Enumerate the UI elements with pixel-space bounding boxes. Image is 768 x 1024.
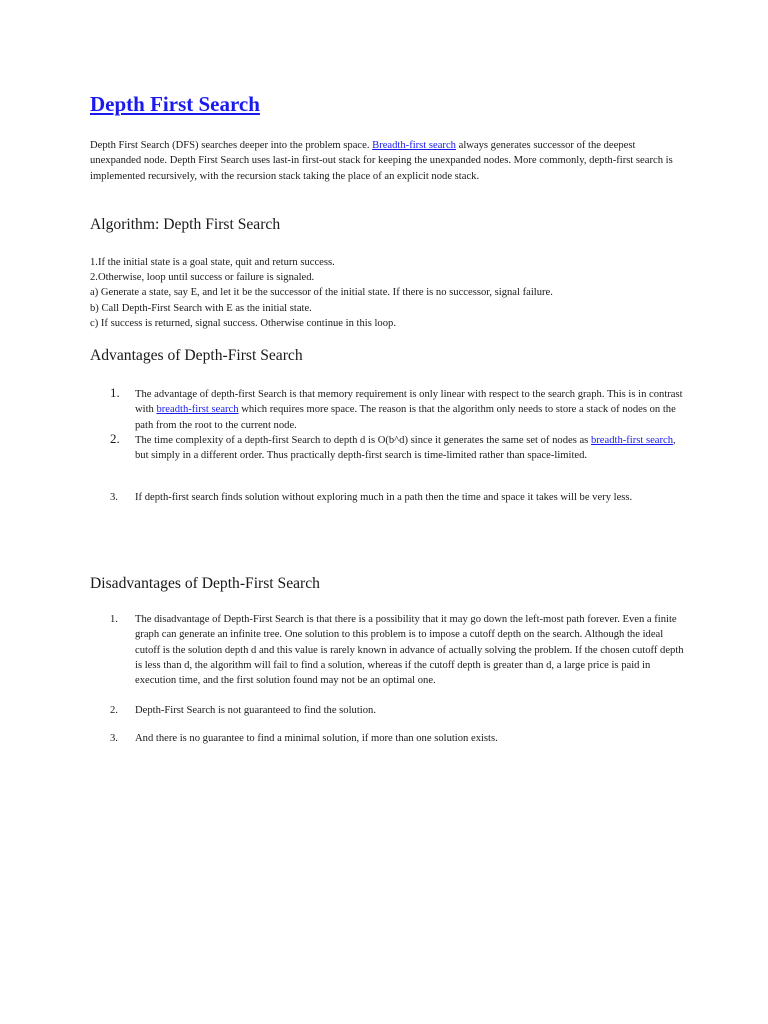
breadth-first-search-link[interactable]: breadth-first search [590,435,674,446]
advantage-item [90,490,686,505]
advantage-text [135,387,685,433]
intro-text-end: always generates successor of the deepest unexpanded node. Depth First Search uses last-in first-out stack for keeping the unexpanded nodes. More commonly, depth-first search is implemented recursively, with the recursion stack taking the place of an explicit node stack. [90,140,673,182]
algorithm-steps [90,255,686,331]
algorithm-step: 2.Otherwise, loop until success or failure is signaled. [90,272,315,284]
advantage-item [90,387,686,433]
advantage-item [90,433,686,464]
list-number: 3. [110,733,118,744]
intro-text-start: Depth First Search (DFS) searches deeper into the problem space. [90,140,373,151]
algorithm-step: 1.If the initial state is a goal state, quit and return success. [90,257,335,268]
disadvantage-item [90,731,686,746]
algorithm-step: b) Call Depth-First Search with E as the initial state. [90,302,312,314]
advantage-text [135,433,685,464]
breadth-first-search-link[interactable]: Breadth-first search [372,140,456,151]
algorithm-step: c) If success is returned, signal success. Otherwise continue in this loop. [90,317,396,329]
algorithm-heading: Algorithm: Depth First Search [90,216,281,233]
list-number: 1. [110,614,118,625]
intro-paragraph [90,138,686,184]
algorithm-step: a) Generate a state, say E, and let it be the successor of the initial state. If there is no successor, signal failure. [90,287,553,299]
advantage-text-start: The time complexity of a depth-first Search to depth d is O(b^d) since it generates the same set of nodes as [135,435,591,446]
advantage-text-start: The advantage of depth-first Search is that memory requirement is only linear with respect to the search graph. This is in contrast with [135,389,683,416]
breadth-first-search-link[interactable]: breadth-first search [156,404,239,416]
disadvantage-item [90,612,686,688]
page-title[interactable]: Depth First Search [90,92,260,116]
disadvantages-heading: Disadvantages of Depth-First Search [90,575,320,592]
advantage-text-end: , but simply in a different order. Thus practically depth-first search is time-limited rather than space-limited. [135,435,676,462]
disadvantage-text: The disadvantage of Depth-First Search is that there is a possibility that it may go down the left-most path forever. Even a finite graph can generate an infinite tree. One solution to this problem is to impose a cutoff depth on the search. Although the ideal cutoff is the solution depth d and this value is rarely known in advance of actually solving the problem. If the chosen cutoff depth is less than d, the algorithm will fail to find a solution, whereas if the cutoff depth is greater than d, a large price is paid in execution time, and the first solution found may not be an optimal one. [135,614,684,687]
disadvantage-text: Depth-First Search is not guaranteed to find the solution. [135,705,376,716]
list-number: 1. [110,385,120,400]
disadvantage-item [90,703,686,718]
list-number: 2. [110,705,118,716]
disadvantage-text: And there is no guarantee to find a minimal solution, if more than one solution exists. [135,733,498,744]
advantages-heading: Advantages of Depth-First Search [90,347,303,364]
advantage-text: If depth-first search finds solution without exploring much in a path then the time and space it takes will be very less. [135,492,633,503]
list-number: 2. [110,431,120,446]
advantage-text-end: which requires more space. The reason is that the algorithm only needs to store a stack of nodes on the path from the root to the current node. [135,404,676,431]
list-number: 3. [110,492,118,503]
